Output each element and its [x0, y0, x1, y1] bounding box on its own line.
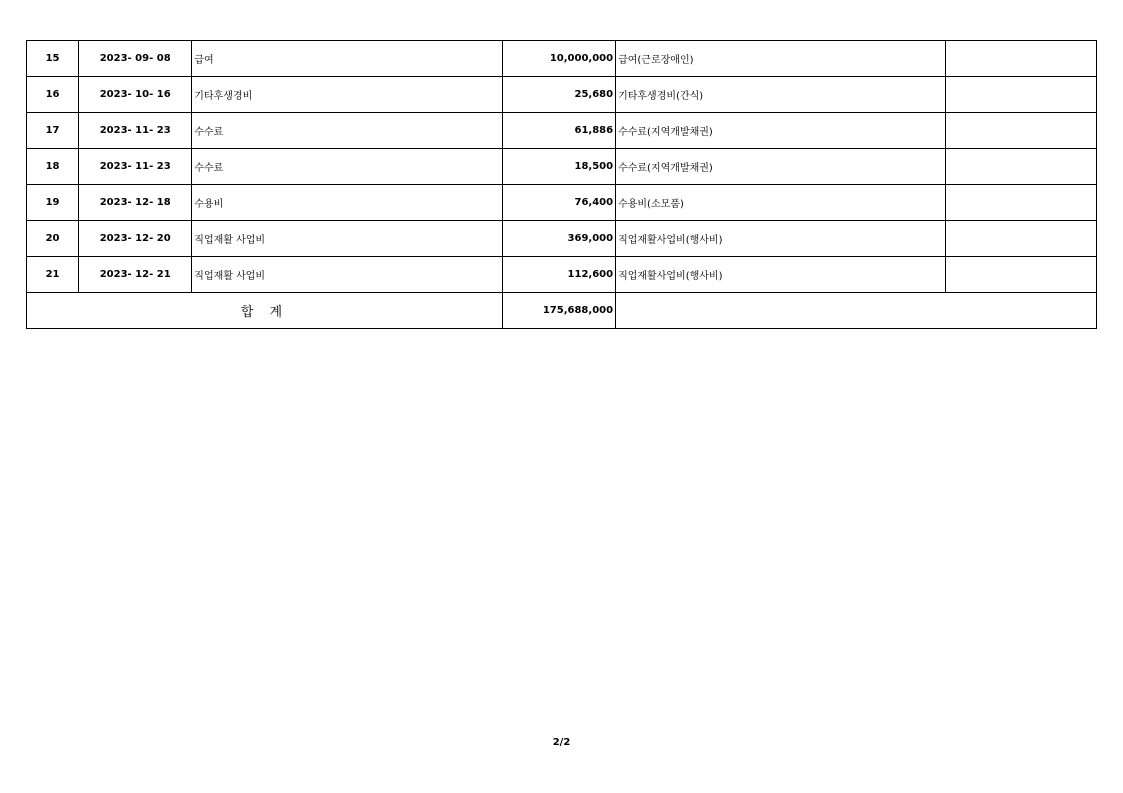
row-amount: 25,680 — [502, 77, 615, 113]
ledger-body — [27, 41, 1097, 329]
row-item: 수수료 — [192, 113, 503, 149]
row-number: 16 — [27, 77, 79, 113]
row-description: 수용비(소모품) — [616, 185, 946, 221]
row-number: 20 — [27, 221, 79, 257]
row-item: 직업재활 사업비 — [192, 257, 503, 293]
row-description: 기타후생경비(간식) — [616, 77, 946, 113]
row-item: 기타후생경비 — [192, 77, 503, 113]
table-row — [27, 77, 1097, 113]
row-note — [945, 77, 1096, 113]
total-label: 합 계 — [27, 293, 503, 329]
row-date: 2023- 09- 08 — [79, 41, 192, 77]
row-date: 2023- 11- 23 — [79, 113, 192, 149]
row-note — [945, 149, 1096, 185]
table-row — [27, 185, 1097, 221]
total-row — [27, 293, 1097, 329]
row-note — [945, 221, 1096, 257]
row-item: 수수료 — [192, 149, 503, 185]
row-amount: 18,500 — [502, 149, 615, 185]
row-number: 21 — [27, 257, 79, 293]
row-amount: 61,886 — [502, 113, 615, 149]
row-amount: 76,400 — [502, 185, 615, 221]
table-row — [27, 149, 1097, 185]
row-note — [945, 257, 1096, 293]
row-number: 19 — [27, 185, 79, 221]
row-item: 수용비 — [192, 185, 503, 221]
row-amount: 369,000 — [502, 221, 615, 257]
row-note — [945, 113, 1096, 149]
table-row — [27, 221, 1097, 257]
ledger-table — [26, 40, 1097, 329]
row-item: 직업재활 사업비 — [192, 221, 503, 257]
row-date: 2023- 10- 16 — [79, 77, 192, 113]
total-amount: 175,688,000 — [502, 293, 615, 329]
row-date: 2023- 12- 21 — [79, 257, 192, 293]
row-description: 수수료(지역개발채권) — [616, 113, 946, 149]
table-row — [27, 113, 1097, 149]
total-description — [616, 293, 1097, 329]
row-amount: 112,600 — [502, 257, 615, 293]
row-date: 2023- 12- 20 — [79, 221, 192, 257]
row-description: 직업재활사업비(행사비) — [616, 257, 946, 293]
row-note — [945, 41, 1096, 77]
row-note — [945, 185, 1096, 221]
table-row — [27, 257, 1097, 293]
row-description: 수수료(지역개발채권) — [616, 149, 946, 185]
row-number: 17 — [27, 113, 79, 149]
row-date: 2023- 12- 18 — [79, 185, 192, 221]
row-number: 15 — [27, 41, 79, 77]
row-description: 직업재활사업비(행사비) — [616, 221, 946, 257]
row-description: 급여(근로장애인) — [616, 41, 946, 77]
page-number: 2/2 — [552, 737, 571, 748]
row-amount: 10,000,000 — [502, 41, 615, 77]
row-number: 18 — [27, 149, 79, 185]
row-item: 급여 — [192, 41, 503, 77]
row-date: 2023- 11- 23 — [79, 149, 192, 185]
table-row — [27, 41, 1097, 77]
